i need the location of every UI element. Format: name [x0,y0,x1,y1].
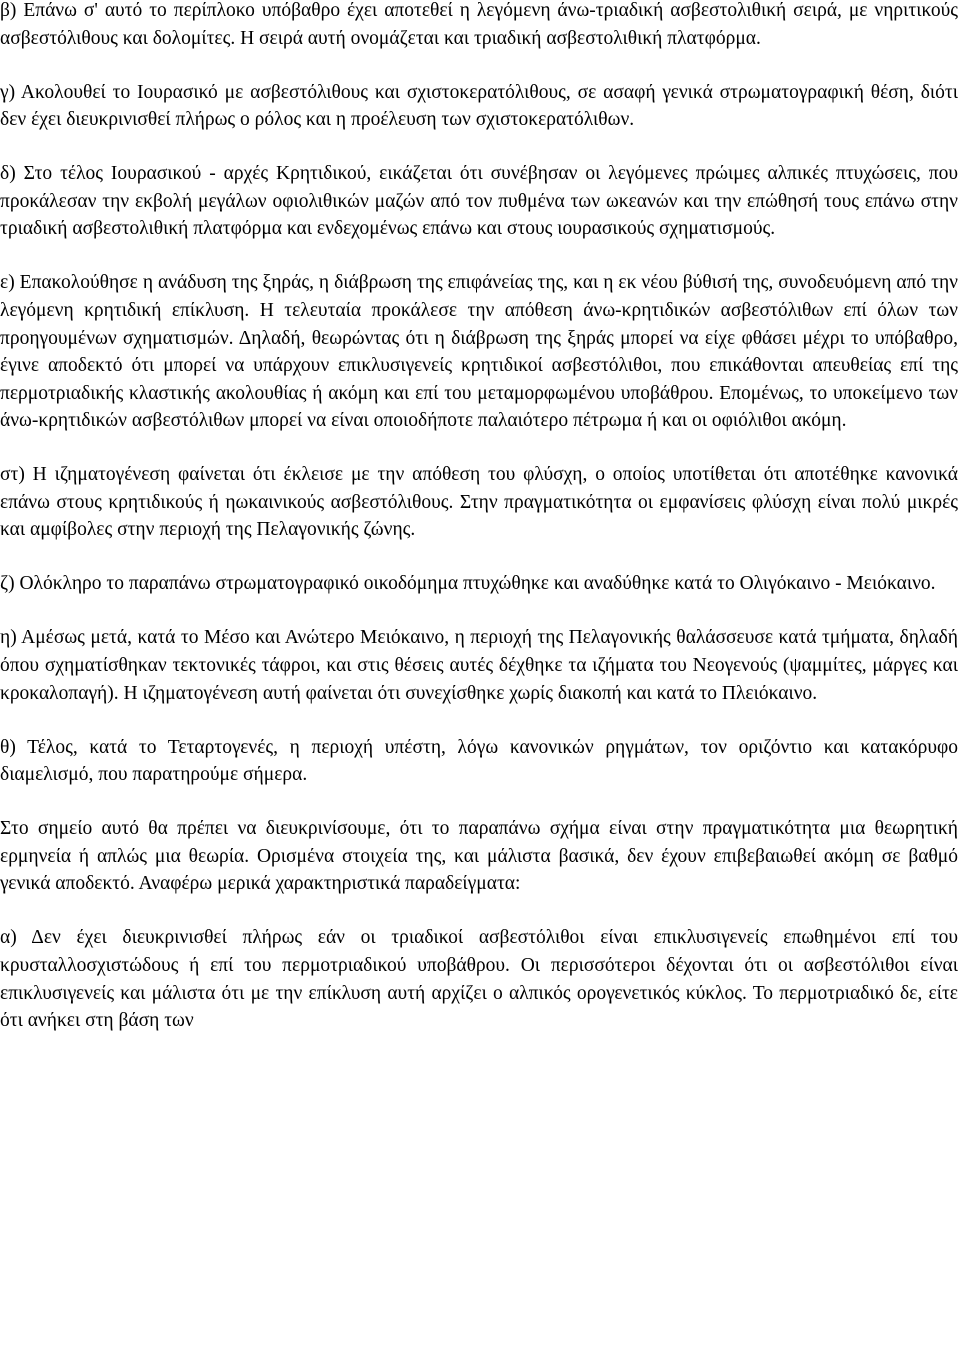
paragraph-eta: η) Αμέσως μετά, κατά το Μέσο και Ανώτερο Μειόκαινο, η περιοχή της Πελαγονικής θαλάσσευσε κατά τμήματα, δηλαδή όπου σχηματίσθηκαν τεκτονικές τάφροι, και στις θέσεις αυτές δέχθηκε τα ιζήματα του Νεογενούς (ψαμμίτες, μάργες και κροκαλοπαγή). Η ιζηματογένεση αυτή φαίνεται ότι συνεχίσθηκε χωρίς διακοπή και κατά το Πλειόκαινο. [0,627,958,704]
paragraph-epsilon: ε) Επακολούθησε η ανάδυση της ξηράς, η διάβρωση της επιφάνείας της, και η εκ νέου βύθισή της, συνοδευόμενη από την λεγόμενη κρητιδική επίκλυση. Η τελευταία προκάλεσε την απόθεση άνω-κρητιδικών ασβεστόλιθων επί όλων των προηγουμένων σχηματισμών. Δηλαδή, θεωρώντας ότι η διάβρωση της ξηράς μπορεί να είχε φθάσει μέχρι το υπόβαθρο, έγινε αποδεκτό ότι μπορεί να υπάρχουν επικλυσιγενείς κρητιδικοί ασβεστόλιθοι, που επικάθονται απευθείας επί της περμοτριαδικής κλαστικής ακολουθίας ή ακόμη και επί του μεταμορφωμένου υποβάθρου. Επομένως, το υποκείμενο των άνω-κρητιδικών ασβεστόλιθων μπορεί να είναι οποιοδήποτε παλαιότερο πέτρωμα ή και οι οφιόλιθοι ακόμη. [0,272,958,432]
paragraph-gamma: γ) Ακολουθεί το Ιουρασικό με ασβεστόλιθους και σχιστοκερατόλιθους, σε ασαφή γενικά στρωματογραφική θέση, διότι δεν έχει διευκρινισθεί πλήρως ο ρόλος και η προέλευση των σχιστοκερατόλιθων. [0,81,958,131]
paragraph-clarification: Στο σημείο αυτό θα πρέπει να διευκρινίσουμε, ότι το παραπάνω σχήμα είναι στην πραγματικότητα μια θεωρητική ερμηνεία ή απλώς μια θεωρία. Ορισμένα στοιχεία της, και μάλιστα βασικά, δεν έχουν επιβεβαιωθεί ακόμη σε βαθμό γενικά αποδεκτό. Αναφέρω μερικά χαρακτηριστικά παραδείγματα: [0,818,958,895]
paragraph-beta: β) Επάνω σ' αυτό το περίπλοκο υπόβαθρο έχει αποτεθεί η λεγόμενη άνω-τριαδική ασβεστολιθική σειρά, με νηριτικούς ασβεστόλιθους και δολομίτες. Η σειρά αυτή ονομάζεται και τριαδική ασβεστολιθική πλατφόρμα. [0,0,958,49]
paragraph-delta: δ) Στο τέλος Ιουρασικού - αρχές Κρητιδικού, εικάζεται ότι συνέβησαν οι λεγόμενες πρώιμες αλπικές πτυχώσεις, που προκάλεσαν την εκβολή μεγάλων οφιολιθικών μαζών από τον πυθμένα των ωκεανών και την επώθησή τους επάνω στην τριαδική ασβεστολιθική πλατφόρμα και ενδεχομένως επάνω και στους ιουρασικούς σχηματισμούς. [0,163,958,240]
paragraph-zeta: ζ) Ολόκληρο το παραπάνω στρωματογραφικό οικοδόμημα πτυχώθηκε και αναδύθηκε κατά το Ολιγόκαινο - Μειόκαινο. [0,573,936,595]
paragraph-example-alpha: α) Δεν έχει διευκρινισθεί πλήρως εάν οι τριαδικοί ασβεστόλιθοι είναι επικλυσιγενείς επωθημένοι επί του κρυσταλλοσχιστώδους ή επί του περμοτριαδικού υποβάθρου. Οι περισσότεροι δέχονται ότι οι ασβεστόλιθοι είναι επικλυσιγενείς και μάλιστα ότι με την επίκλυση αυτή αρχίζει ο αλπικός ορογενετικός κύκλος. Το περμοτριαδικό δε, είτε ότι ανήκει στη βάση των [0,927,958,1032]
paragraph-st: στ) Η ιζηματογένεση φαίνεται ότι έκλεισε με την απόθεση του φλύσχη, ο οποίος υποτίθεται ότι αποτέθηκε κανονικά επάνω στους κρητιδικούς ή ηωκαινικούς ασβεστόλιθους. Στην πραγματικότητα οι εμφανίσεις φλύσχη είναι πολύ μικρές και αμφίβολες στην περιοχή της Πελαγονικής ζώνης. [0,464,958,541]
paragraph-theta: θ) Τέλος, κατά το Τεταρτογενές, η περιοχή υπέστη, λόγω κανονικών ρηγμάτων, τον οριζόντιο και κατακόρυφο διαμελισμό, που παρατηρούμε σήμερα. [0,736,958,786]
